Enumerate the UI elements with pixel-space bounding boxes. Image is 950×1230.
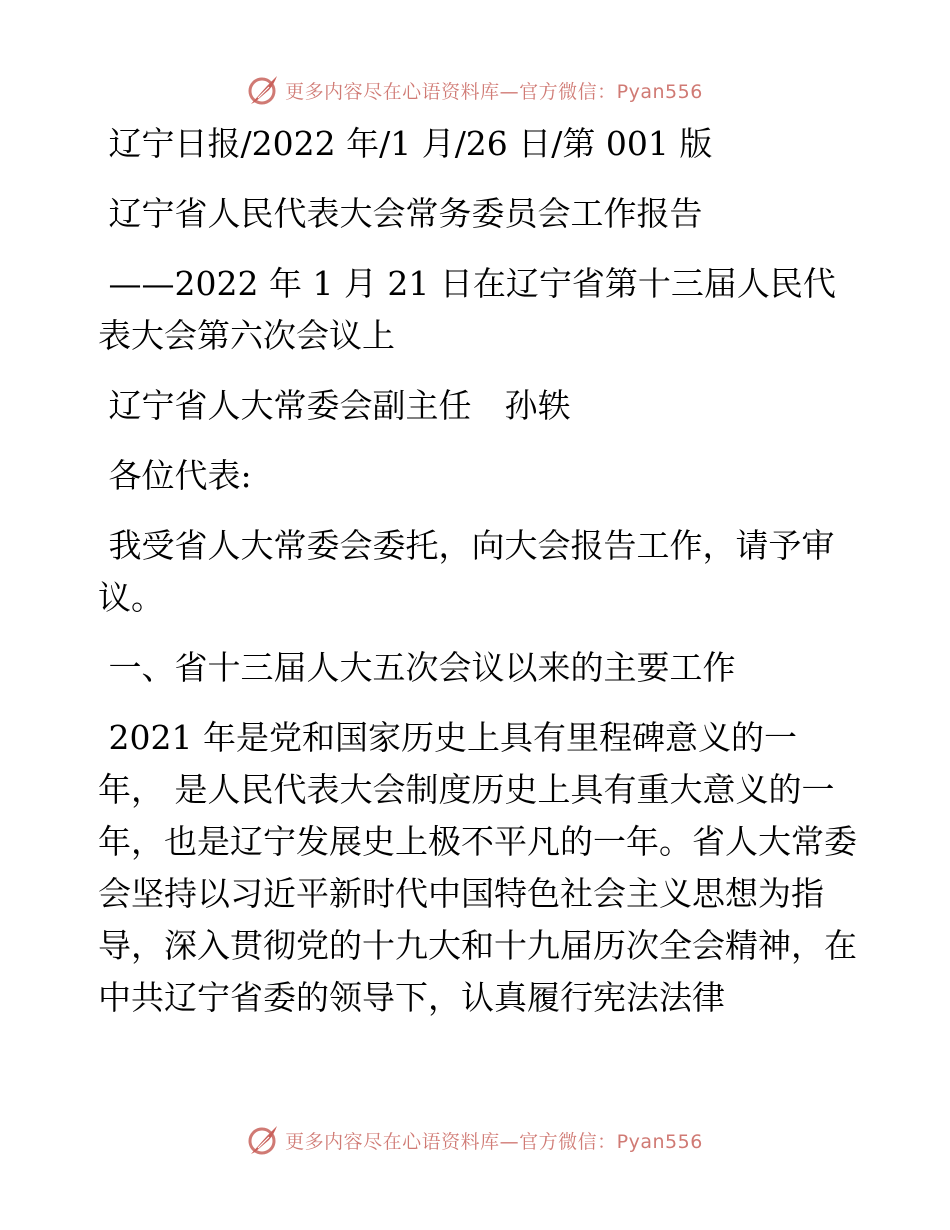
quill-logo-icon bbox=[247, 74, 279, 106]
quill-logo-icon bbox=[247, 1124, 279, 1156]
opening-paragraph: 我受省人大常委会委托，向大会报告工作，请予审议。 bbox=[98, 526, 835, 617]
article-body bbox=[98, 118, 858, 1024]
section-heading: 一、省十三届人大五次会议以来的主要工作 bbox=[98, 648, 736, 687]
footer-watermark bbox=[0, 1120, 950, 1160]
report-subtitle: ——2022 年 1 月 21 日在辽宁省第十三届人民代表大会第六次会议上 bbox=[98, 264, 836, 355]
source-line: 辽宁日报/2022 年/1 月/26 日/第 001 版 bbox=[98, 124, 713, 163]
author-line: 辽宁省人大常委会副主任 孙轶 bbox=[98, 386, 571, 425]
body-paragraph: 2021 年是党和国家历史上具有里程碑意义的一年， 是人民代表大会制度历史上具有重大意义的一年，也是辽宁发展史上极不平凡的一年。省人大常委会坚持以习近平新时代中国特色社会主义思想为指导，深入贯彻党的十九大和十九届历次全会精神，在中共辽宁省委的领导下，认真履行宪法法律 bbox=[98, 718, 857, 1017]
header-watermark bbox=[0, 70, 950, 110]
report-title: 辽宁省人民代表大会常务委员会工作报告 bbox=[98, 194, 703, 233]
header-watermark-text: 更多内容尽在心语资料库—官方微信：Pyan556 bbox=[285, 80, 703, 103]
footer-watermark-text: 更多内容尽在心语资料库—官方微信：Pyan556 bbox=[285, 1130, 703, 1153]
salutation: 各位代表: bbox=[98, 456, 252, 495]
